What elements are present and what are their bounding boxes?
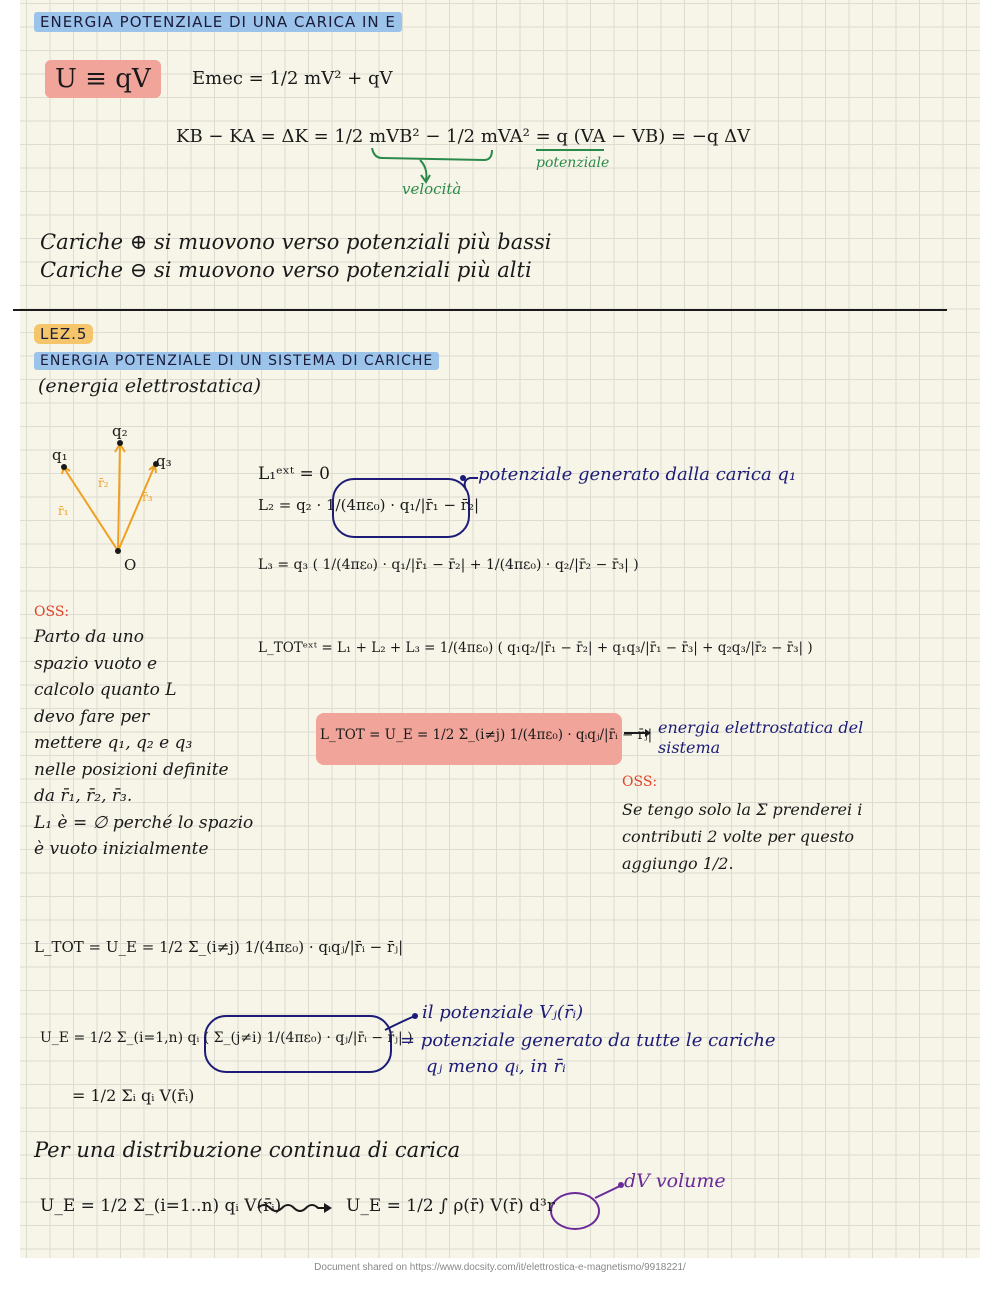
oss1-text <box>34 624 253 863</box>
oss1-line: devo fare per <box>34 706 150 727</box>
label-potenziale: potenziale <box>536 155 610 171</box>
oss1-line: da r̄₁, r̄₂, r̄₃. <box>34 786 133 806</box>
footer-share-notice: Document shared on https://www.docsity.com/it/elettrostica-e-magnetismo/9918221/ <box>314 1262 686 1273</box>
oss1-line: spazio vuoto e <box>34 653 158 674</box>
oss2-text <box>622 796 862 877</box>
diagram-r3: r̄₃ <box>142 490 153 504</box>
oss2-line: aggiungo 1/2. <box>622 854 734 873</box>
lesson-badge: LEZ.5 <box>34 324 93 344</box>
u-definition: U ≡ qV <box>45 60 161 98</box>
ue-boxed-equation: L_TOT = U_E = 1/2 Σ_(i≠j) 1/(4πε₀) · qᵢqⱼ/|r̄ᵢ − r̄ⱼ| <box>320 727 653 743</box>
emec-equation: Emec = 1/2 mV² + qV <box>192 68 393 89</box>
l1-equation: L₁ᵉˣᵗ = 0 <box>258 464 330 484</box>
diagram-origin: O <box>124 556 137 574</box>
delta-k-equation: KB − KA = ΔK = 1/2 mVB² − 1/2 mVA² = q (VA − VB) = −q ΔV <box>176 126 751 147</box>
section1-title: ENERGIA POTENZIALE DI UNA CARICA IN E <box>34 12 402 32</box>
section2-subtitle: (energia elettrostatica) <box>38 375 261 397</box>
diagram-r1: r̄₁ <box>58 504 69 518</box>
diagram-q2: q₂ <box>112 422 128 440</box>
potential-generated-note: = potenziale generato da tutte le cariche <box>400 1030 776 1051</box>
l2-equation: L₂ = q₂ · 1/(4πε₀) · q₁/|r̄₁ − r̄₂| <box>258 496 480 514</box>
label-velocita: velocità <box>402 180 462 198</box>
section-divider <box>13 309 947 311</box>
diagram-q3: q₃ <box>156 452 172 470</box>
ue-sum-v-equation: = 1/2 Σᵢ qᵢ V(r̄ᵢ) <box>72 1086 195 1105</box>
positive-charges-note: Cariche ⊕ si muovono verso potenziali più bassi <box>40 230 552 254</box>
negative-charges-note: Cariche ⊖ si muovono verso potenziali più alti <box>40 258 532 282</box>
ue-continuous-equation: U_E = 1/2 ∫ ρ(r̄) V(r̄) d³r <box>346 1196 555 1216</box>
ue-note-line1: energia elettrostatica del <box>658 718 864 737</box>
oss2-line: contributi 2 volte per questo <box>622 827 855 846</box>
ue-double-sum-equation: U_E = 1/2 Σ_(i=1,n) qᵢ ( Σ_(j≠i) 1/(4πε₀) · qⱼ/|r̄ᵢ − r̄ⱼ| ) <box>40 1030 413 1046</box>
potential-generated-note-2: qⱼ meno qᵢ, in r̄ᵢ <box>426 1056 566 1077</box>
l3-equation: L₃ = q₃ ( 1/(4πε₀) · q₁/|r̄₁ − r̄₂| + 1/(4πε₀) · q₂/|r̄₂ − r̄₃| ) <box>258 557 639 573</box>
oss1-line: nelle posizioni definite <box>34 759 229 780</box>
oss1-line: calcolo quanto L <box>34 680 177 700</box>
ltot-equation: L_TOTᵉˣᵗ = L₁ + L₂ + L₃ = 1/(4πε₀) ( q₁q₂/|r̄₁ − r̄₂| + q₁q₃/|r̄₁ − r̄₃| + q₂q₃/|r̄₂ − r̄₃| ) <box>258 640 813 656</box>
potential-vj-note: il potenziale Vⱼ(r̄ᵢ) <box>422 1002 584 1023</box>
ue-note-line2: sistema <box>658 738 721 757</box>
diagram-q1: q₁ <box>52 446 68 464</box>
section2-title: ENERGIA POTENZIALE DI UN SISTEMA DI CARICHE <box>34 352 439 370</box>
d3r-circle <box>550 1192 600 1230</box>
oss1-line: è vuoto inizialmente <box>34 839 209 859</box>
ue-equation-repeat: L_TOT = U_E = 1/2 Σ_(i≠j) 1/(4πε₀) · qᵢqⱼ/|r̄ᵢ − r̄ⱼ| <box>34 938 404 956</box>
oss1-label: OSS: <box>34 604 70 620</box>
oss1-line: mettere q₁, q₂ e q₃ <box>34 733 193 753</box>
diagram-r2: r̄₂ <box>98 476 109 490</box>
oss2-label: OSS: <box>622 774 658 790</box>
oss2-line: Se tengo solo la Σ prenderei i <box>622 800 863 819</box>
dv-volume-note: dV volume <box>624 1170 726 1192</box>
ue-discrete-equation: U_E = 1/2 Σ_(i=1..n) qᵢ V(r̄ᵢ) <box>40 1196 282 1216</box>
l2-note: potenziale generato dalla carica q₁ <box>478 464 797 485</box>
oss1-line: L₁ è = ∅ perché lo spazio <box>34 812 254 833</box>
oss1-line: Parto da uno <box>34 627 144 647</box>
continuous-distribution-heading: Per una distribuzione continua di carica <box>34 1138 461 1162</box>
